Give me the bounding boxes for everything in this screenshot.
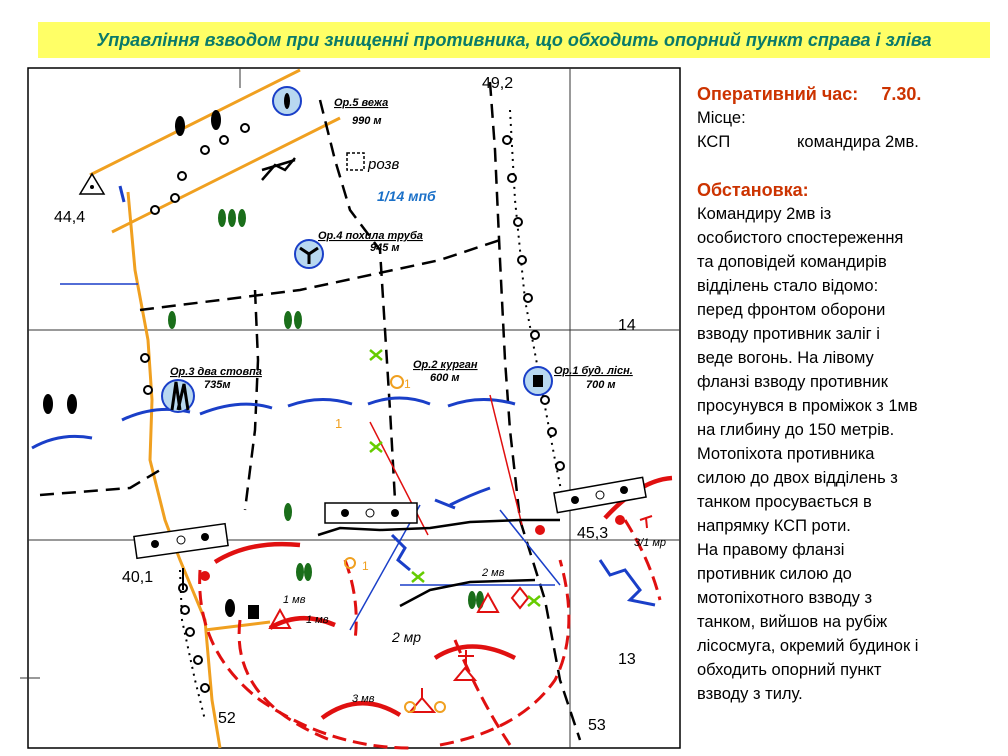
situation-line: мотопіхотного взводу з bbox=[697, 589, 873, 607]
situation-panel bbox=[697, 82, 997, 706]
situation-line: обходить опорний пункт bbox=[697, 661, 882, 679]
unit-mark-1c: 1 bbox=[362, 559, 369, 573]
roadblocks bbox=[134, 477, 646, 558]
grid-52: 52 bbox=[218, 710, 236, 727]
situation-line: на глибину до 150 метрів. bbox=[697, 421, 895, 439]
situation-line: фланзі взводу противник bbox=[697, 373, 888, 391]
situation-text bbox=[697, 202, 997, 706]
situation-label: Обстановка: bbox=[697, 180, 809, 200]
grid-45-3: 45,3 bbox=[577, 525, 609, 542]
situation-line: Мотопіхота противника bbox=[697, 445, 875, 463]
map-frame bbox=[28, 68, 680, 748]
op-time-value: 7.30. bbox=[881, 84, 922, 104]
or1-label: Ор.1 буд. лісн. bbox=[554, 365, 633, 377]
situation-line: веде вогонь. На лівому bbox=[697, 349, 874, 367]
blue-mark bbox=[120, 186, 124, 202]
grid-49-2: 49,2 bbox=[482, 75, 514, 92]
or2-label: Ор.2 курган bbox=[413, 359, 478, 371]
situation-line: взводу противник заліг і bbox=[697, 325, 880, 343]
platoon-2-label: 2 мв bbox=[482, 567, 505, 579]
grid-40-1: 40,1 bbox=[122, 569, 154, 586]
situation-line: силою до двох відділень з bbox=[697, 469, 898, 487]
ksp-row bbox=[697, 130, 997, 154]
or3-label: Ор.3 два стовпа bbox=[170, 366, 262, 378]
situation-line: На правому фланзі bbox=[697, 541, 845, 559]
or2-dist: 600 м bbox=[430, 372, 460, 384]
situation-line: напрямку КСП роти. bbox=[697, 517, 851, 535]
milestones bbox=[141, 124, 564, 692]
situation-line: лісосмуга, окремий будинок і bbox=[697, 637, 919, 655]
page-title: Управління взводом при знищенні противника, що обходить опорний пункт справа і зліва bbox=[96, 29, 932, 50]
place-label: Місце: bbox=[697, 109, 746, 127]
enemy-trenches bbox=[32, 284, 515, 505]
grid-44-4: 44,4 bbox=[54, 209, 86, 226]
or4-dist: 945 м bbox=[370, 242, 400, 254]
or3-dist: 735м bbox=[204, 379, 231, 391]
unit-mark-1b: 1 bbox=[404, 377, 411, 391]
grid-53: 53 bbox=[588, 717, 606, 734]
situation-line: та доповідей командирів bbox=[697, 253, 887, 271]
fire-symbols bbox=[345, 376, 445, 712]
situation-line: танком, вийшов на рубіж bbox=[697, 613, 888, 631]
situation-line: танком просувається в bbox=[697, 493, 872, 511]
grid-14: 14 bbox=[618, 317, 636, 334]
situation-line: противник силою до bbox=[697, 565, 852, 583]
or1-dist: 700 м bbox=[586, 379, 616, 391]
grid-13: 13 bbox=[618, 651, 636, 668]
or5-dist: 990 м bbox=[352, 115, 382, 127]
unit-mark-1a: 1 bbox=[335, 416, 343, 431]
or4-label: Ор.4 похила труба bbox=[318, 230, 423, 242]
situation-line: Командиру 2мв із bbox=[697, 205, 832, 223]
tracks bbox=[40, 82, 580, 740]
battalion-label: 1/14 мпб bbox=[377, 188, 436, 204]
company-3-1-label: 3/1 мр bbox=[634, 537, 667, 549]
situation-line: просунувся в проміжок з 1мв bbox=[697, 397, 918, 415]
platoon-1b-label: 1 мв bbox=[306, 614, 329, 626]
ksp-value: командира 2мв. bbox=[797, 133, 919, 151]
situation-line: взводу з тилу. bbox=[697, 685, 803, 703]
or5-label: Ор.5 вежа bbox=[334, 97, 389, 109]
recon-square-icon bbox=[347, 153, 364, 170]
own-strongpoint-boundary bbox=[200, 520, 660, 748]
platoon-1a-label: 1 мв bbox=[283, 594, 306, 606]
recon-label: розв bbox=[368, 156, 400, 173]
situation-line: перед фронтом оборони bbox=[697, 301, 886, 319]
situation-line: особистого спостереження bbox=[697, 229, 904, 247]
ksp-label: КСП bbox=[697, 133, 731, 151]
platoon-3-label: 3 мв bbox=[352, 693, 375, 705]
company-2-label: 2 мр bbox=[392, 629, 422, 645]
op-time-label: Оперативний час: bbox=[697, 84, 859, 104]
situation-line: відділень стало відомо: bbox=[697, 277, 879, 295]
trig-point-icon bbox=[80, 174, 104, 194]
operational-time bbox=[697, 82, 997, 106]
